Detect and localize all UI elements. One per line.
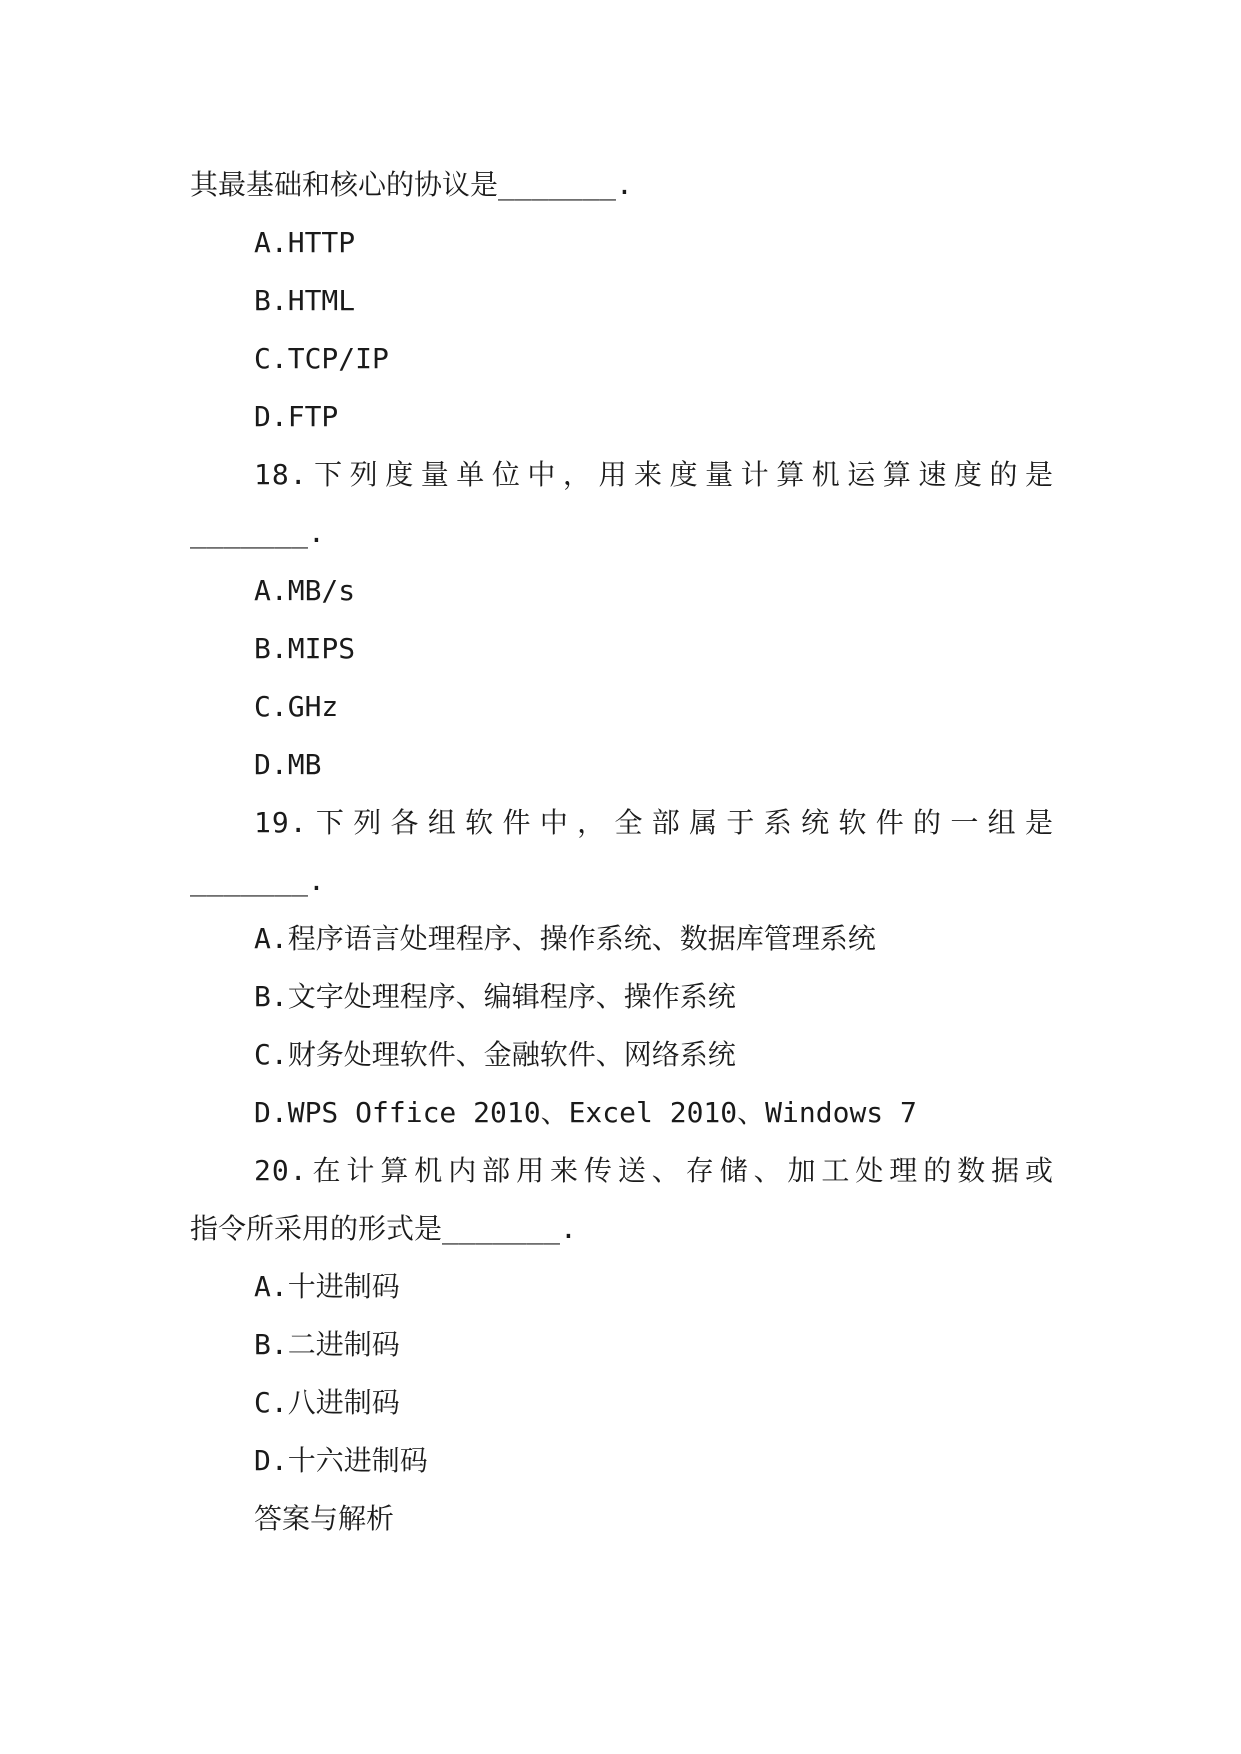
- option-b: B.HTML: [254, 284, 356, 317]
- option-d: D.MB: [254, 748, 322, 781]
- option-a: A.程序语言处理程序、操作系统、数据库管理系统: [254, 922, 876, 955]
- option-d: D.WPS Office 2010、Excel 2010、Windows 7: [254, 1096, 917, 1129]
- option-c: C.TCP/IP: [254, 342, 389, 375]
- question-continuation: _______.: [190, 516, 325, 549]
- question-19: 19.下列各组软件中，全部属于系统软件的一组是: [254, 806, 1054, 839]
- question-continuation: 其最基础和核心的协议是_______.: [190, 168, 633, 201]
- option-a: A.MB/s: [254, 574, 356, 607]
- option-b: B.二进制码: [254, 1328, 400, 1361]
- question-20: 20.在计算机内部用来传送、存储、加工处理的数据或: [254, 1154, 1054, 1187]
- option-d: D.FTP: [254, 400, 339, 433]
- option-a: A.HTTP: [254, 226, 356, 259]
- question-continuation: _______.: [190, 864, 325, 897]
- option-c: C.财务处理软件、金融软件、网络系统: [254, 1038, 736, 1071]
- option-a: A.十进制码: [254, 1270, 400, 1303]
- section-heading-answers: 答案与解析: [254, 1502, 395, 1535]
- option-c: C.八进制码: [254, 1386, 400, 1419]
- option-b: B.MIPS: [254, 632, 356, 665]
- question-18: 18.下列度量单位中，用来度量计算机运算速度的是: [254, 458, 1054, 491]
- question-continuation: 指令所采用的形式是_______.: [190, 1212, 577, 1245]
- option-c: C.GHz: [254, 690, 339, 723]
- option-d: D.十六进制码: [254, 1444, 428, 1477]
- option-b: B.文字处理程序、编辑程序、操作系统: [254, 980, 736, 1013]
